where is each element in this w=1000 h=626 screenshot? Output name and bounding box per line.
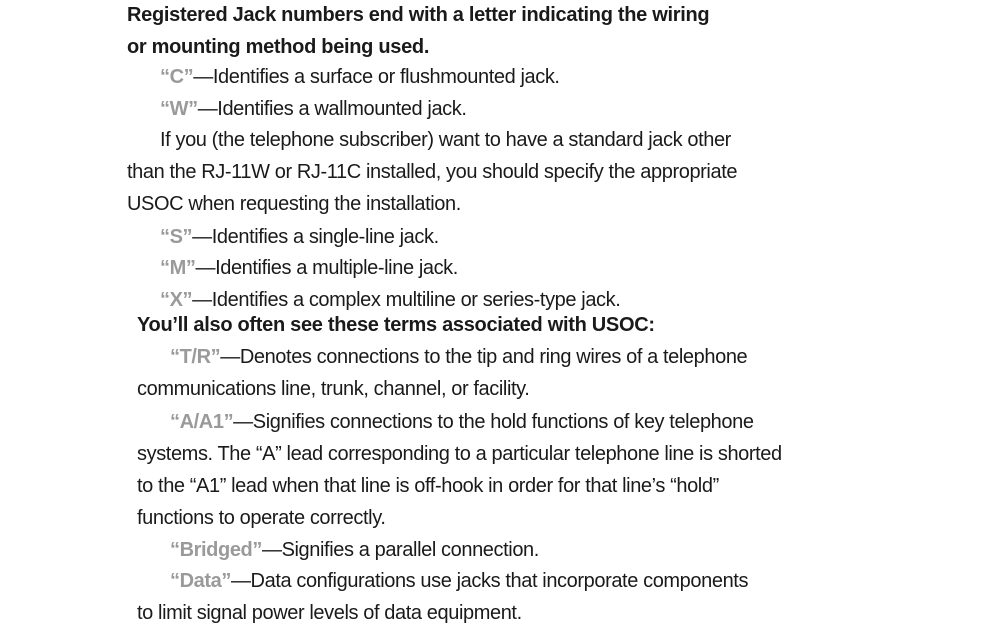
term-bridged-label: “Bridged”: [170, 539, 262, 561]
heading-registered-jack-line1: Registered Jack numbers end with a letter indicating the wiring: [127, 4, 710, 26]
term-bridged: [170, 538, 539, 562]
term-data-label: “Data”: [170, 570, 231, 592]
code-item-x: [160, 288, 620, 312]
code-m-label: “M”: [160, 257, 196, 279]
term-data-line1: [170, 569, 748, 593]
code-w-description: —Identifies a wallmounted jack.: [197, 98, 467, 120]
term-a-description: —Signifies connections to the hold functions of key telephone: [233, 411, 754, 433]
term-bridged-description: —Signifies a parallel connection.: [261, 539, 539, 561]
code-item-w: [160, 97, 467, 121]
term-data-description: —Data configurations use jacks that incorporate components: [230, 570, 749, 592]
paragraph-standard-jack-line3: USOC when requesting the installation.: [127, 193, 461, 215]
paragraph-standard-jack-line1: If you (the telephone subscriber) want to have a standard jack other: [160, 129, 731, 151]
term-a-line4: functions to operate correctly.: [137, 507, 386, 529]
term-tr-description: —Denotes connections to the tip and ring wires of a telephone: [220, 346, 748, 368]
code-s-description: —Identifies a single-line jack.: [192, 226, 439, 248]
code-item-m: [160, 256, 458, 280]
code-x-label: “X”: [160, 289, 193, 311]
code-w-label: “W”: [160, 98, 198, 120]
term-tr-line1: [170, 345, 747, 369]
term-tr-line2: communications line, trunk, channel, or facility.: [137, 378, 530, 400]
term-a-line3: to the “A1” lead when that line is off-hook in order for that line’s “hold”: [137, 475, 719, 497]
term-a-label: “A/A1”: [170, 411, 234, 433]
heading-usoc-terms: You’ll also often see these terms associated with USOC:: [137, 314, 655, 336]
term-data-line2: to limit signal power levels of data equipment.: [137, 602, 522, 624]
code-m-description: —Identifies a multiple-line jack.: [195, 257, 458, 279]
term-tr-label: “T/R”: [170, 346, 221, 368]
term-a-line1: [170, 410, 754, 434]
heading-registered-jack-line2: or mounting method being used.: [127, 36, 430, 58]
code-item-s: [160, 225, 439, 249]
code-x-description: —Identifies a complex multiline or series-type jack.: [192, 289, 621, 311]
paragraph-standard-jack-line2: than the RJ-11W or RJ-11C installed, you should specify the appropriate: [127, 161, 738, 183]
code-s-label: “S”: [160, 226, 193, 248]
code-c-description: —Identifies a surface or flushmounted jack.: [193, 66, 560, 88]
code-item-c: [160, 65, 560, 89]
code-c-label: “C”: [160, 66, 194, 88]
term-a-line2: systems. The “A” lead corresponding to a particular telephone line is shorted: [137, 443, 782, 465]
